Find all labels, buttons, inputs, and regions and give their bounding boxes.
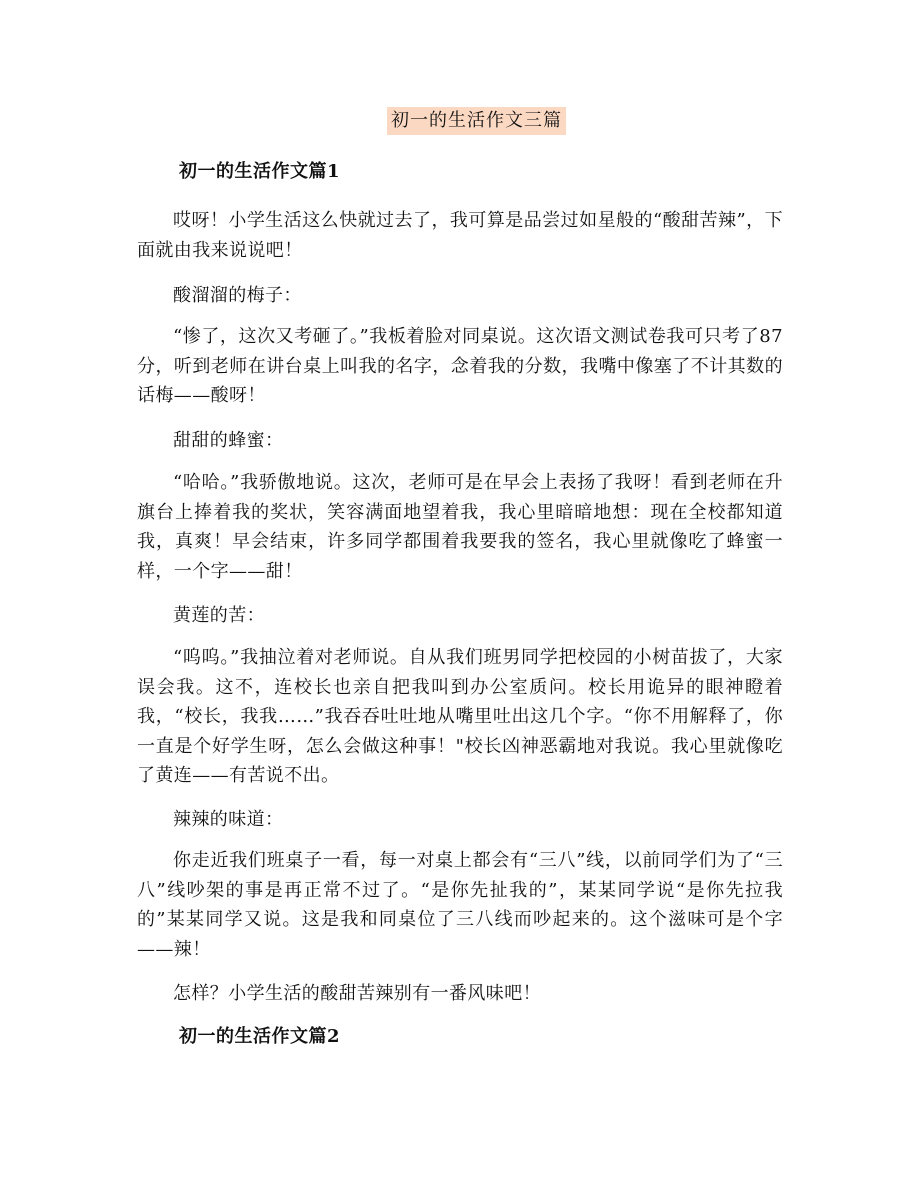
essay2-heading: 初一的生活作文篇2: [179, 1026, 341, 1047]
bitter-section-label: 黄莲的苦：: [173, 605, 265, 626]
sweet-section-label: 甜甜的蜂蜜：: [173, 430, 284, 451]
essay1-heading: 初一的生活作文篇1: [179, 161, 341, 182]
spicy-section-paragraph: 你走近我们班桌子一看，每一对桌上都会有“三八”线，以前同学们为了“三八”线吵架的事是再正常不过了。“是你先扯我的”，某某同学说“是你先拉我的”某某同学又说。这是我和同桌位了三八线而吵起来的。这个滋味可是个字——辣！: [137, 850, 783, 960]
essay1-intro-paragraph: 哎呀！小学生活这么快就过去了，我可算是品尝过如星般的“酸甜苦辣”，下面就由我来说说吧！: [137, 210, 783, 261]
sour-section-label: 酸溜溜的梅子：: [173, 285, 302, 306]
bitter-section-paragraph: “呜呜。”我抽泣着对老师说。自从我们班男同学把校园的小树苗拔了，大家误会我。这不，连校长也亲自把我叫到办公室质问。校长用诡异的眼神瞪着我，“校长，我我……”我吞吞吐吐地从嘴里吐出这几个字。“你不用解释了，你一直是个好学生呀，怎么会做这种事！"校长凶神恶霸地对我说。我心里就像吃了黄连——有苦说不出。: [137, 647, 783, 786]
document-title: 初一的生活作文三篇: [387, 107, 566, 135]
spicy-section-label: 辣辣的味道：: [173, 809, 284, 830]
sweet-section-paragraph: “哈哈。”我骄傲地说。这次，老师可是在早会上表扬了我呀！看到老师在升旗台上捧着我的奖状，笑容满面地望着我，我心里暗暗地想：现在全校都知道我，真爽！早会结束，许多同学都围着我要我的签名，我心里就像吃了蜂蜜一样，一个字——甜！: [137, 472, 783, 582]
sour-section-paragraph: “惨了，这次又考砸了。”我板着脸对同桌说。这次语文测试卷我可只考了87分，听到老师在讲台桌上叫我的名字，念着我的分数，我嘴中像塞了不计其数的话梅——酸呀！: [137, 326, 783, 406]
essay1-conclusion: 怎样？小学生活的酸甜苦辣别有一番风味吧！: [173, 983, 541, 1004]
